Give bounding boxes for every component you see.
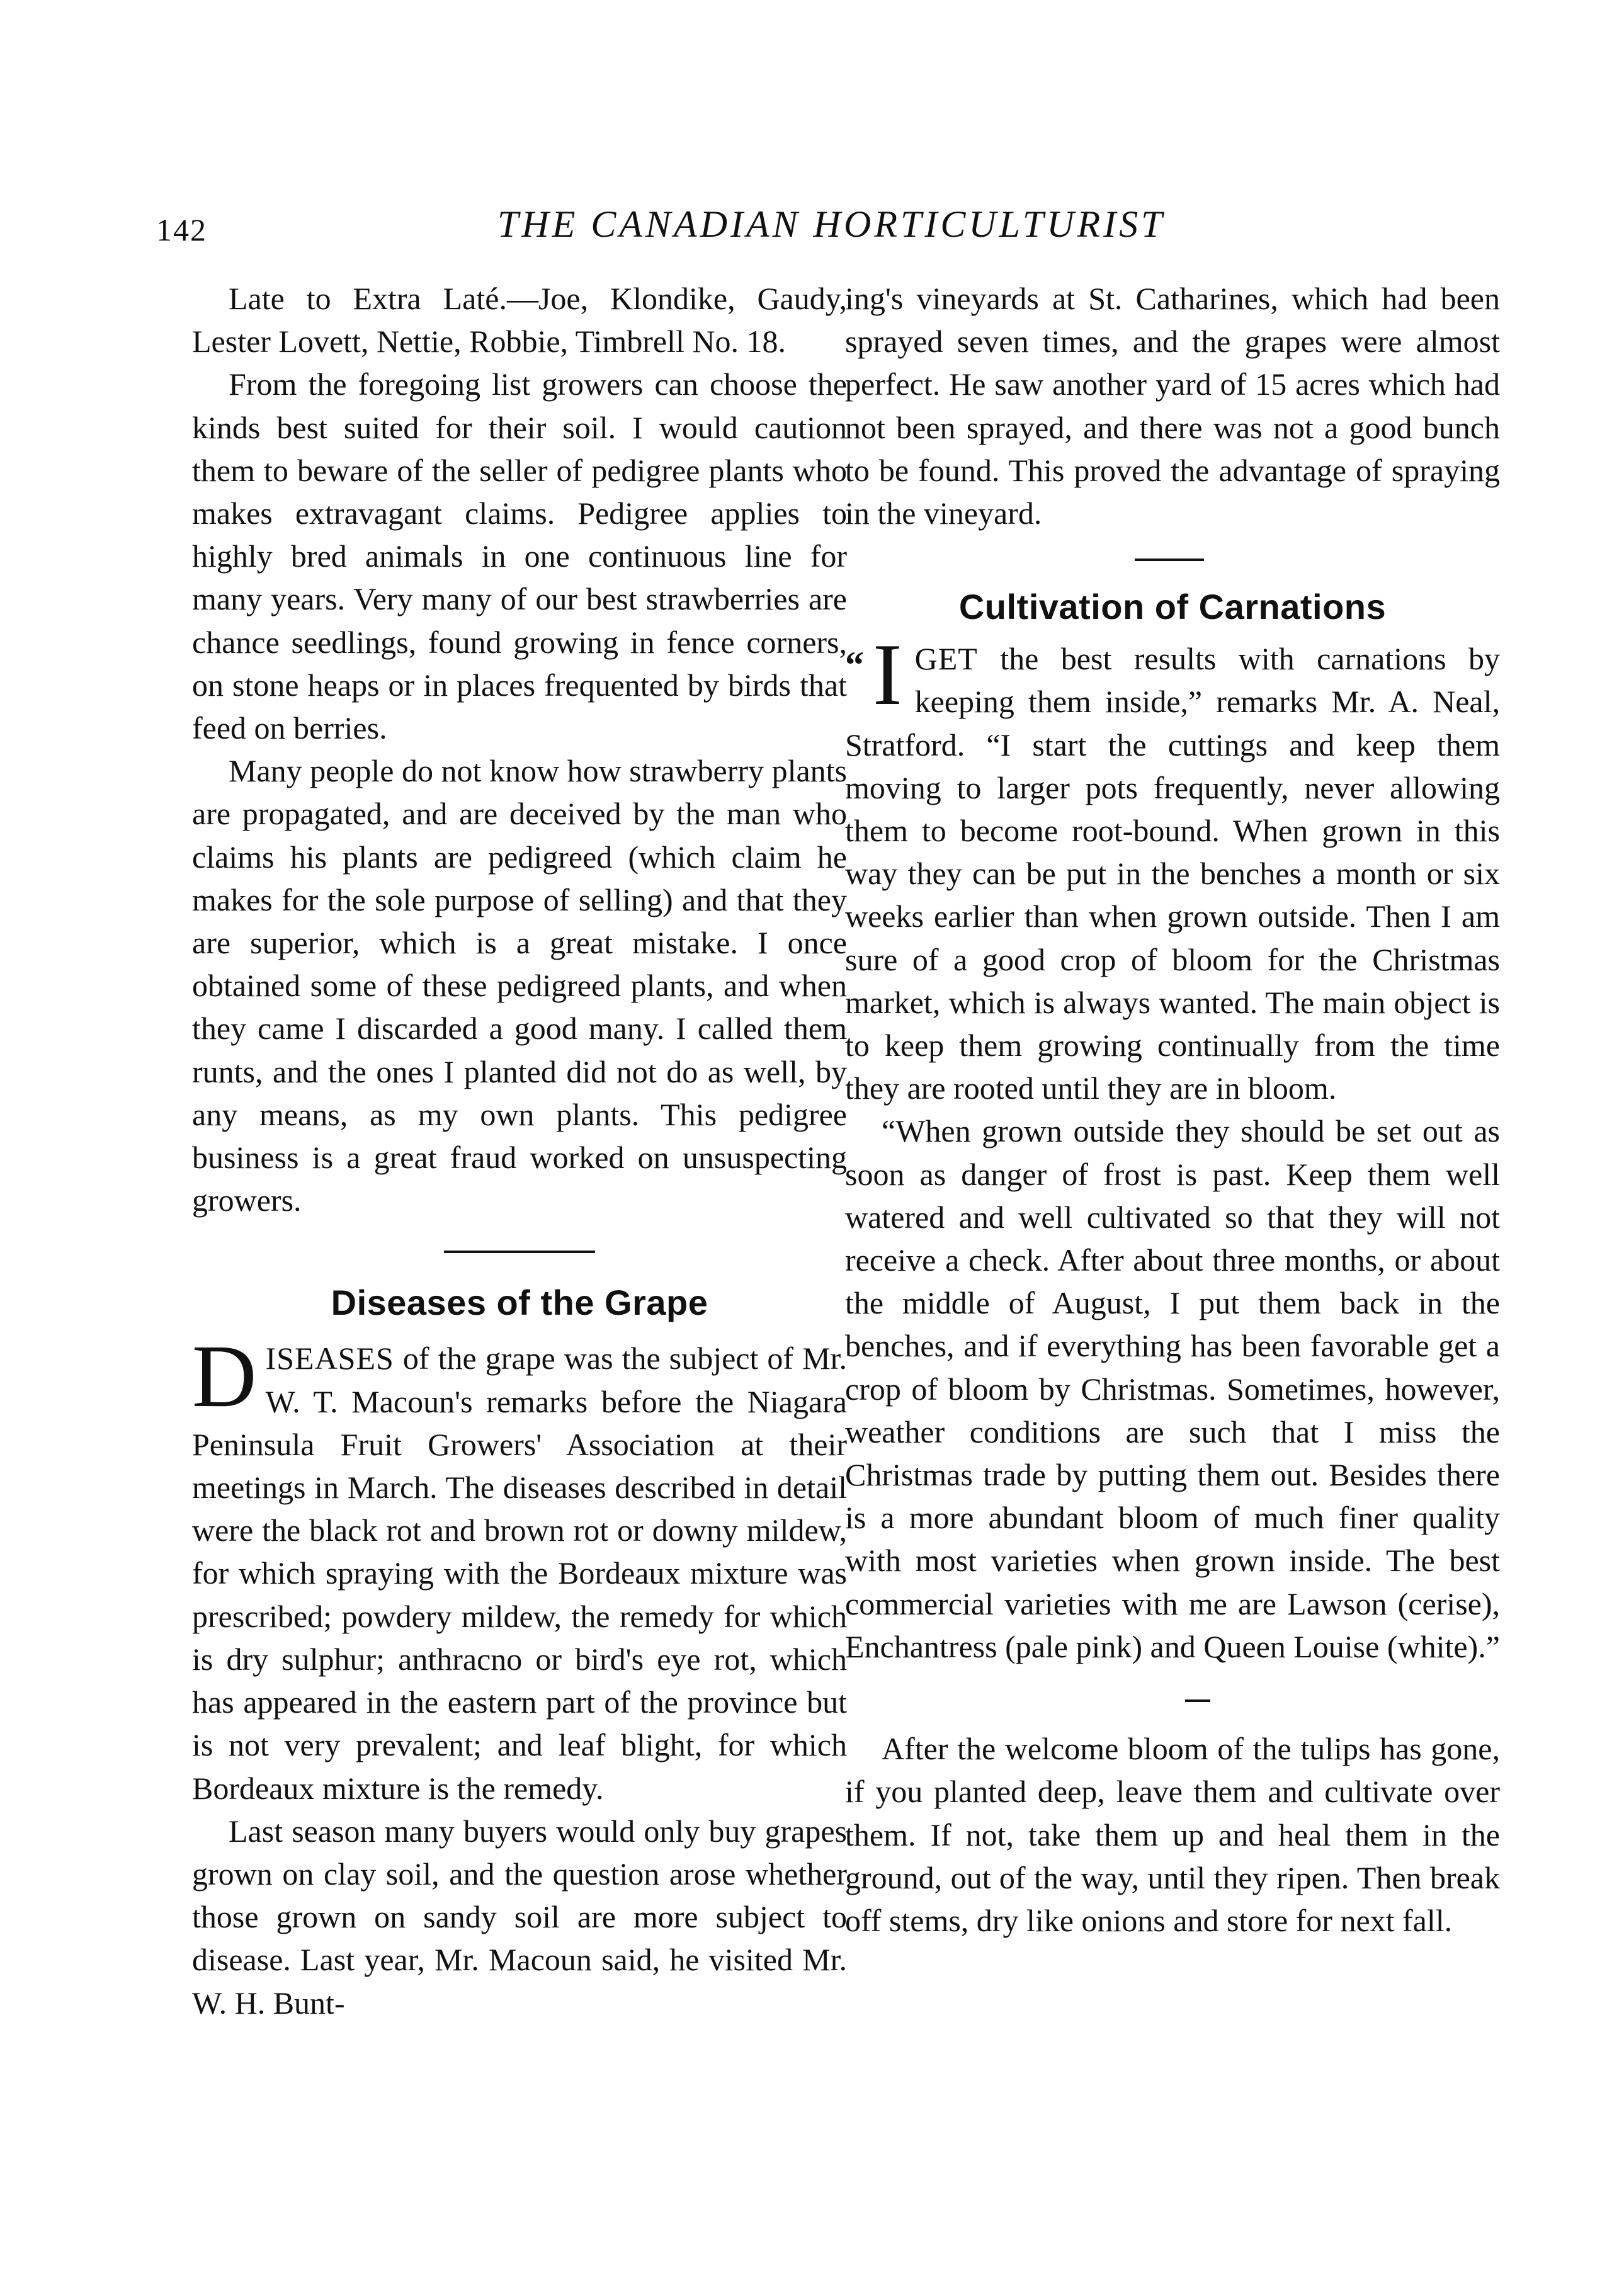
article-title-carnations: Cultivation of Carnations (958, 587, 1387, 627)
left-column (192, 277, 847, 2024)
right-column (845, 277, 1500, 1942)
dropcap-letter: I (873, 626, 902, 724)
carnations-second-paragraph: “When grown outside they should be set out as soon as danger of frost is past. Keep them well watered and well cultivated so that they will not receive a check. After about three months, or about the middle of August, I put them back in the benches, and if everything has been favorable get a crop of bloom by Christmas. Sometimes, however, weather conditions are such that I miss the Christmas trade by putting them out. Besides there is a more abundant bloom of much finer quality with most varieties when grown inside. The best commercial varieties with me are Lawson (cerise), Enchantress (pale pink) and Queen Louise (white).” (845, 1113, 1500, 1664)
pedigree-warning-paragraph: From the foregoing list growers can choose the kinds best suited for their soil. I would caution them to beware of the seller of pedigree plants who makes extravagant claims. Pedigree applies to highly bred animals in one continuous line for many years. Very many of our best strawberries are chance seedlings, found growing in fence corners, on stone heaps or in places frequented by birds that feed on berries. (192, 366, 847, 746)
grape-first-paragraph (192, 1326, 847, 1809)
dropcap-letter: D (192, 1326, 257, 1426)
variety-list-paragraph: Late to Extra Laté.—Joe, Klondike, Gaudy, Lester Lovett, Nettie, Robbie, Timbrell No. 18. (192, 281, 847, 360)
running-head (0, 200, 1624, 251)
section-divider (444, 1251, 595, 1253)
journal-title: THE CANADIAN HORTICULTURIST (497, 203, 1166, 245)
tulips-paragraph: After the welcome bloom of the tulips has gone, if you planted deep, leave them and cultivate over them. If not, take them up and heal them in the ground, out of the way, until they ripen. Then break off stems, dry like onions and store for next fall. (845, 1731, 1500, 1938)
grape-second-paragraph: Last season many buyers would only buy grapes grown on clay soil, and the question arose whether those grown on sandy soil are more subject to disease. Last year, Mr. Macoun said, he visited Mr. W. H. Bunt- (192, 1813, 847, 2021)
grape-continuation-paragraph: ing's vineyards at St. Catharines, which had been sprayed seven times, and the grapes were almost perfect. He saw another yard of 15 acres which had not been sprayed, and there was not a good bunch to be found. This proved the advantage of spraying in the vineyard. (845, 281, 1500, 531)
lead-caps: GET (914, 641, 978, 677)
carnations-first-paragraph (845, 626, 1500, 1109)
page-number: 142 (156, 212, 207, 247)
section-divider (1135, 559, 1204, 561)
carnations-first-paragraph-text: the best results with carnations by keeping them inside,” remarks Mr. A. Neal, Stratford. “I start the cuttings and keep them moving to larger pots frequently, never allowing them to become root-bound. When grown in this way they can be put in the benches a month or six weeks earlier than when grown outside. Then I am sure of a good crop of bloom for the Christmas market, which is always wanted. The main object is to keep them growing continually from the time they are rooted until they are in bloom. (845, 641, 1500, 1106)
article-title-grape: Diseases of the Grape (331, 1283, 708, 1323)
lead-caps: ISEASES (265, 1341, 394, 1376)
section-divider (1185, 1699, 1210, 1702)
open-quote-mark: “ (845, 644, 864, 686)
grape-first-paragraph-text: of the grape was the subject of Mr. W. T. Macoun's remarks before the Niagara Peninsula Fruit Growers' Association at their meetings in March. The diseases described in detail were the black rot and brown rot or downy mildew, for which spraying with the Bordeaux mixture was prescribed; powdery mildew, the remedy for which is dry sulphur; anthracno or bird's eye rot, which has appeared in the eastern part of the province but is not very prevalent; and leaf blight, for which Bordeaux mixture is the remedy. (192, 1341, 847, 1806)
propagation-paragraph: Many people do not know how strawberry plants are propagated, and are deceived by the man who claims his plants are pedigreed (which claim he makes for the sole purpose of selling) and that they are superior, which is a great mistake. I once obtained some of these pedigreed plants, and when they came I discarded a good many. I called them runts, and the ones I planted did not do as well, by any means, as my own plants. This pedigree business is a great fraud worked on unsuspecting growers. (192, 753, 847, 1218)
